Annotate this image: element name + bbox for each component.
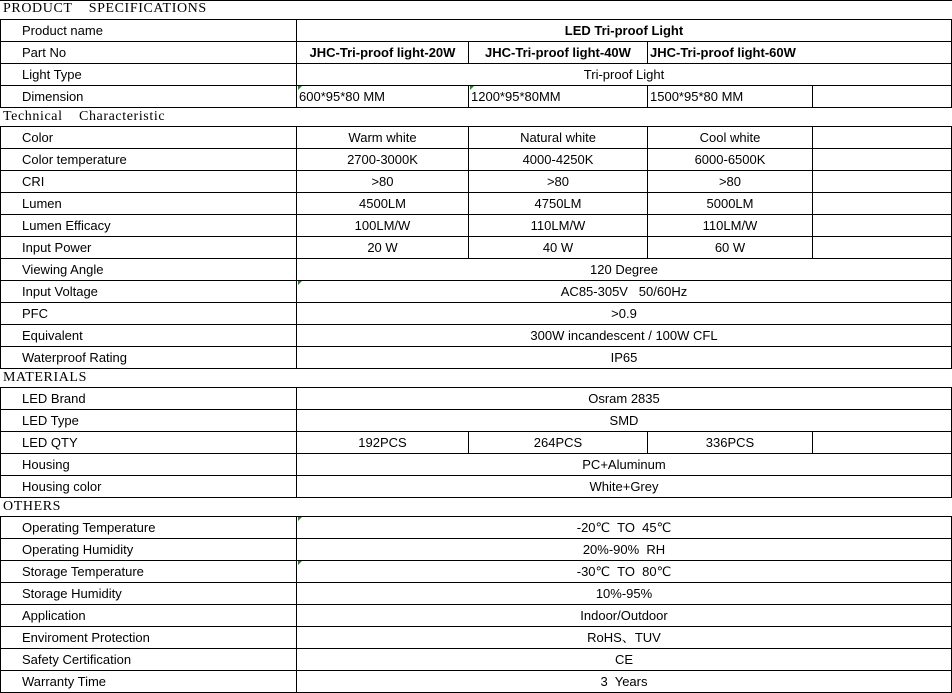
row-label: Equivalent bbox=[0, 325, 297, 347]
empty-cell bbox=[813, 149, 952, 171]
table-row bbox=[0, 388, 952, 410]
row-label: Operating Temperature bbox=[0, 517, 297, 539]
table-row bbox=[0, 671, 952, 693]
row-label: Dimension bbox=[0, 86, 297, 108]
row-label: Housing bbox=[0, 454, 297, 476]
section-title: OTHERS bbox=[3, 499, 62, 514]
section-title: PRODUCT SPECIFICATIONS bbox=[3, 1, 207, 16]
row-label: Color temperature bbox=[0, 149, 297, 171]
section-header-others bbox=[0, 498, 952, 517]
empty-cell bbox=[813, 86, 952, 108]
row-label: Part No bbox=[0, 42, 297, 64]
row-label: LED Brand bbox=[0, 388, 297, 410]
row-value: SMD bbox=[297, 410, 952, 432]
empty-cell bbox=[813, 127, 952, 149]
table-row bbox=[0, 561, 952, 583]
row-value: LED Tri-proof Light bbox=[297, 20, 952, 42]
row-value: JHC-Tri-proof light-40W bbox=[469, 42, 648, 64]
row-value: CE bbox=[297, 649, 952, 671]
comment-marker-icon bbox=[298, 517, 302, 521]
empty-cell bbox=[813, 432, 952, 454]
row-value: 5000LM bbox=[648, 193, 813, 215]
comment-marker-icon bbox=[298, 561, 302, 565]
row-value: 6000-6500K bbox=[648, 149, 813, 171]
row-label: Enviroment Protection bbox=[0, 627, 297, 649]
table-row bbox=[0, 303, 952, 325]
table-row bbox=[0, 281, 952, 303]
table-row bbox=[0, 605, 952, 627]
row-value: 336PCS bbox=[648, 432, 813, 454]
empty-cell bbox=[813, 193, 952, 215]
row-value: 192PCS bbox=[297, 432, 469, 454]
row-label: LED Type bbox=[0, 410, 297, 432]
empty-cell bbox=[813, 237, 952, 259]
table-row bbox=[0, 649, 952, 671]
section-title: Technical Characteristic bbox=[3, 109, 166, 124]
row-value: 600*95*80 MM bbox=[297, 86, 469, 108]
section-title: MATERIALS bbox=[3, 370, 87, 385]
row-value: 100LM/W bbox=[297, 215, 469, 237]
row-value: 40 W bbox=[469, 237, 648, 259]
row-label: Lumen bbox=[0, 193, 297, 215]
row-value: 10%-95% bbox=[297, 583, 952, 605]
table-row bbox=[0, 325, 952, 347]
comment-marker-icon bbox=[298, 281, 302, 285]
empty-cell bbox=[813, 171, 952, 193]
row-value: 20%-90% RH bbox=[297, 539, 952, 561]
row-value: 4500LM bbox=[297, 193, 469, 215]
comment-marker-icon bbox=[470, 86, 474, 90]
table-row bbox=[0, 454, 952, 476]
table-row bbox=[0, 127, 952, 149]
row-label: PFC bbox=[0, 303, 297, 325]
row-value: Cool white bbox=[648, 127, 813, 149]
row-value: Osram 2835 bbox=[297, 388, 952, 410]
row-value: PC+Aluminum bbox=[297, 454, 952, 476]
row-value: 3 Years bbox=[297, 671, 952, 693]
row-value: Tri-proof Light bbox=[297, 64, 952, 86]
table-row bbox=[0, 627, 952, 649]
row-value: Warm white bbox=[297, 127, 469, 149]
table-row bbox=[0, 259, 952, 281]
row-label: Input Power bbox=[0, 237, 297, 259]
row-label: Operating Humidity bbox=[0, 539, 297, 561]
table-row bbox=[0, 20, 952, 42]
row-value: 1200*95*80MM bbox=[469, 86, 648, 108]
table-row bbox=[0, 42, 952, 64]
row-value: 300W incandescent / 100W CFL bbox=[297, 325, 952, 347]
row-label: Storage Temperature bbox=[0, 561, 297, 583]
table-row bbox=[0, 432, 952, 454]
row-value: JHC-Tri-proof light-60W bbox=[648, 42, 952, 64]
row-label: Product name bbox=[0, 20, 297, 42]
table-row bbox=[0, 410, 952, 432]
row-value: White+Grey bbox=[297, 476, 952, 498]
table-row bbox=[0, 517, 952, 539]
row-value: -30℃ TO 80℃ bbox=[297, 561, 952, 583]
row-label: Application bbox=[0, 605, 297, 627]
section-header-product bbox=[0, 0, 952, 20]
row-label: Input Voltage bbox=[0, 281, 297, 303]
row-value: 60 W bbox=[648, 237, 813, 259]
row-value: 264PCS bbox=[469, 432, 648, 454]
row-label: CRI bbox=[0, 171, 297, 193]
table-row bbox=[0, 171, 952, 193]
row-value: Indoor/Outdoor bbox=[297, 605, 952, 627]
row-label: Housing color bbox=[0, 476, 297, 498]
table-row bbox=[0, 347, 952, 369]
row-value: 1500*95*80 MM bbox=[648, 86, 813, 108]
row-value: 110LM/W bbox=[469, 215, 648, 237]
table-row bbox=[0, 86, 952, 108]
table-row bbox=[0, 149, 952, 171]
table-row bbox=[0, 215, 952, 237]
row-value: AC85-305V 50/60Hz bbox=[297, 281, 952, 303]
row-value: >0.9 bbox=[297, 303, 952, 325]
row-label: Waterproof Rating bbox=[0, 347, 297, 369]
row-value: RoHS、TUV bbox=[297, 627, 952, 649]
row-value: 4750LM bbox=[469, 193, 648, 215]
row-label: Storage Humidity bbox=[0, 583, 297, 605]
row-label: Lumen Efficacy bbox=[0, 215, 297, 237]
row-value: >80 bbox=[297, 171, 469, 193]
table-row bbox=[0, 237, 952, 259]
row-label: Viewing Angle bbox=[0, 259, 297, 281]
table-row bbox=[0, 193, 952, 215]
row-label: LED QTY bbox=[0, 432, 297, 454]
section-header-technical bbox=[0, 108, 952, 127]
row-value: 2700-3000K bbox=[297, 149, 469, 171]
row-value: >80 bbox=[469, 171, 648, 193]
empty-cell bbox=[813, 215, 952, 237]
row-value: -20℃ TO 45℃ bbox=[297, 517, 952, 539]
table-row bbox=[0, 539, 952, 561]
row-value: Natural white bbox=[469, 127, 648, 149]
row-label: Light Type bbox=[0, 64, 297, 86]
row-value: 120 Degree bbox=[297, 259, 952, 281]
row-value: >80 bbox=[648, 171, 813, 193]
section-header-materials bbox=[0, 369, 952, 388]
row-value: IP65 bbox=[297, 347, 952, 369]
row-value: 20 W bbox=[297, 237, 469, 259]
row-label: Warranty Time bbox=[0, 671, 297, 693]
row-value: 4000-4250K bbox=[469, 149, 648, 171]
table-row bbox=[0, 64, 952, 86]
row-label: Color bbox=[0, 127, 297, 149]
row-label: Safety Certification bbox=[0, 649, 297, 671]
row-value: JHC-Tri-proof light-20W bbox=[297, 42, 469, 64]
row-value: 110LM/W bbox=[648, 215, 813, 237]
table-row bbox=[0, 583, 952, 605]
comment-marker-icon bbox=[298, 86, 302, 90]
table-row bbox=[0, 476, 952, 498]
